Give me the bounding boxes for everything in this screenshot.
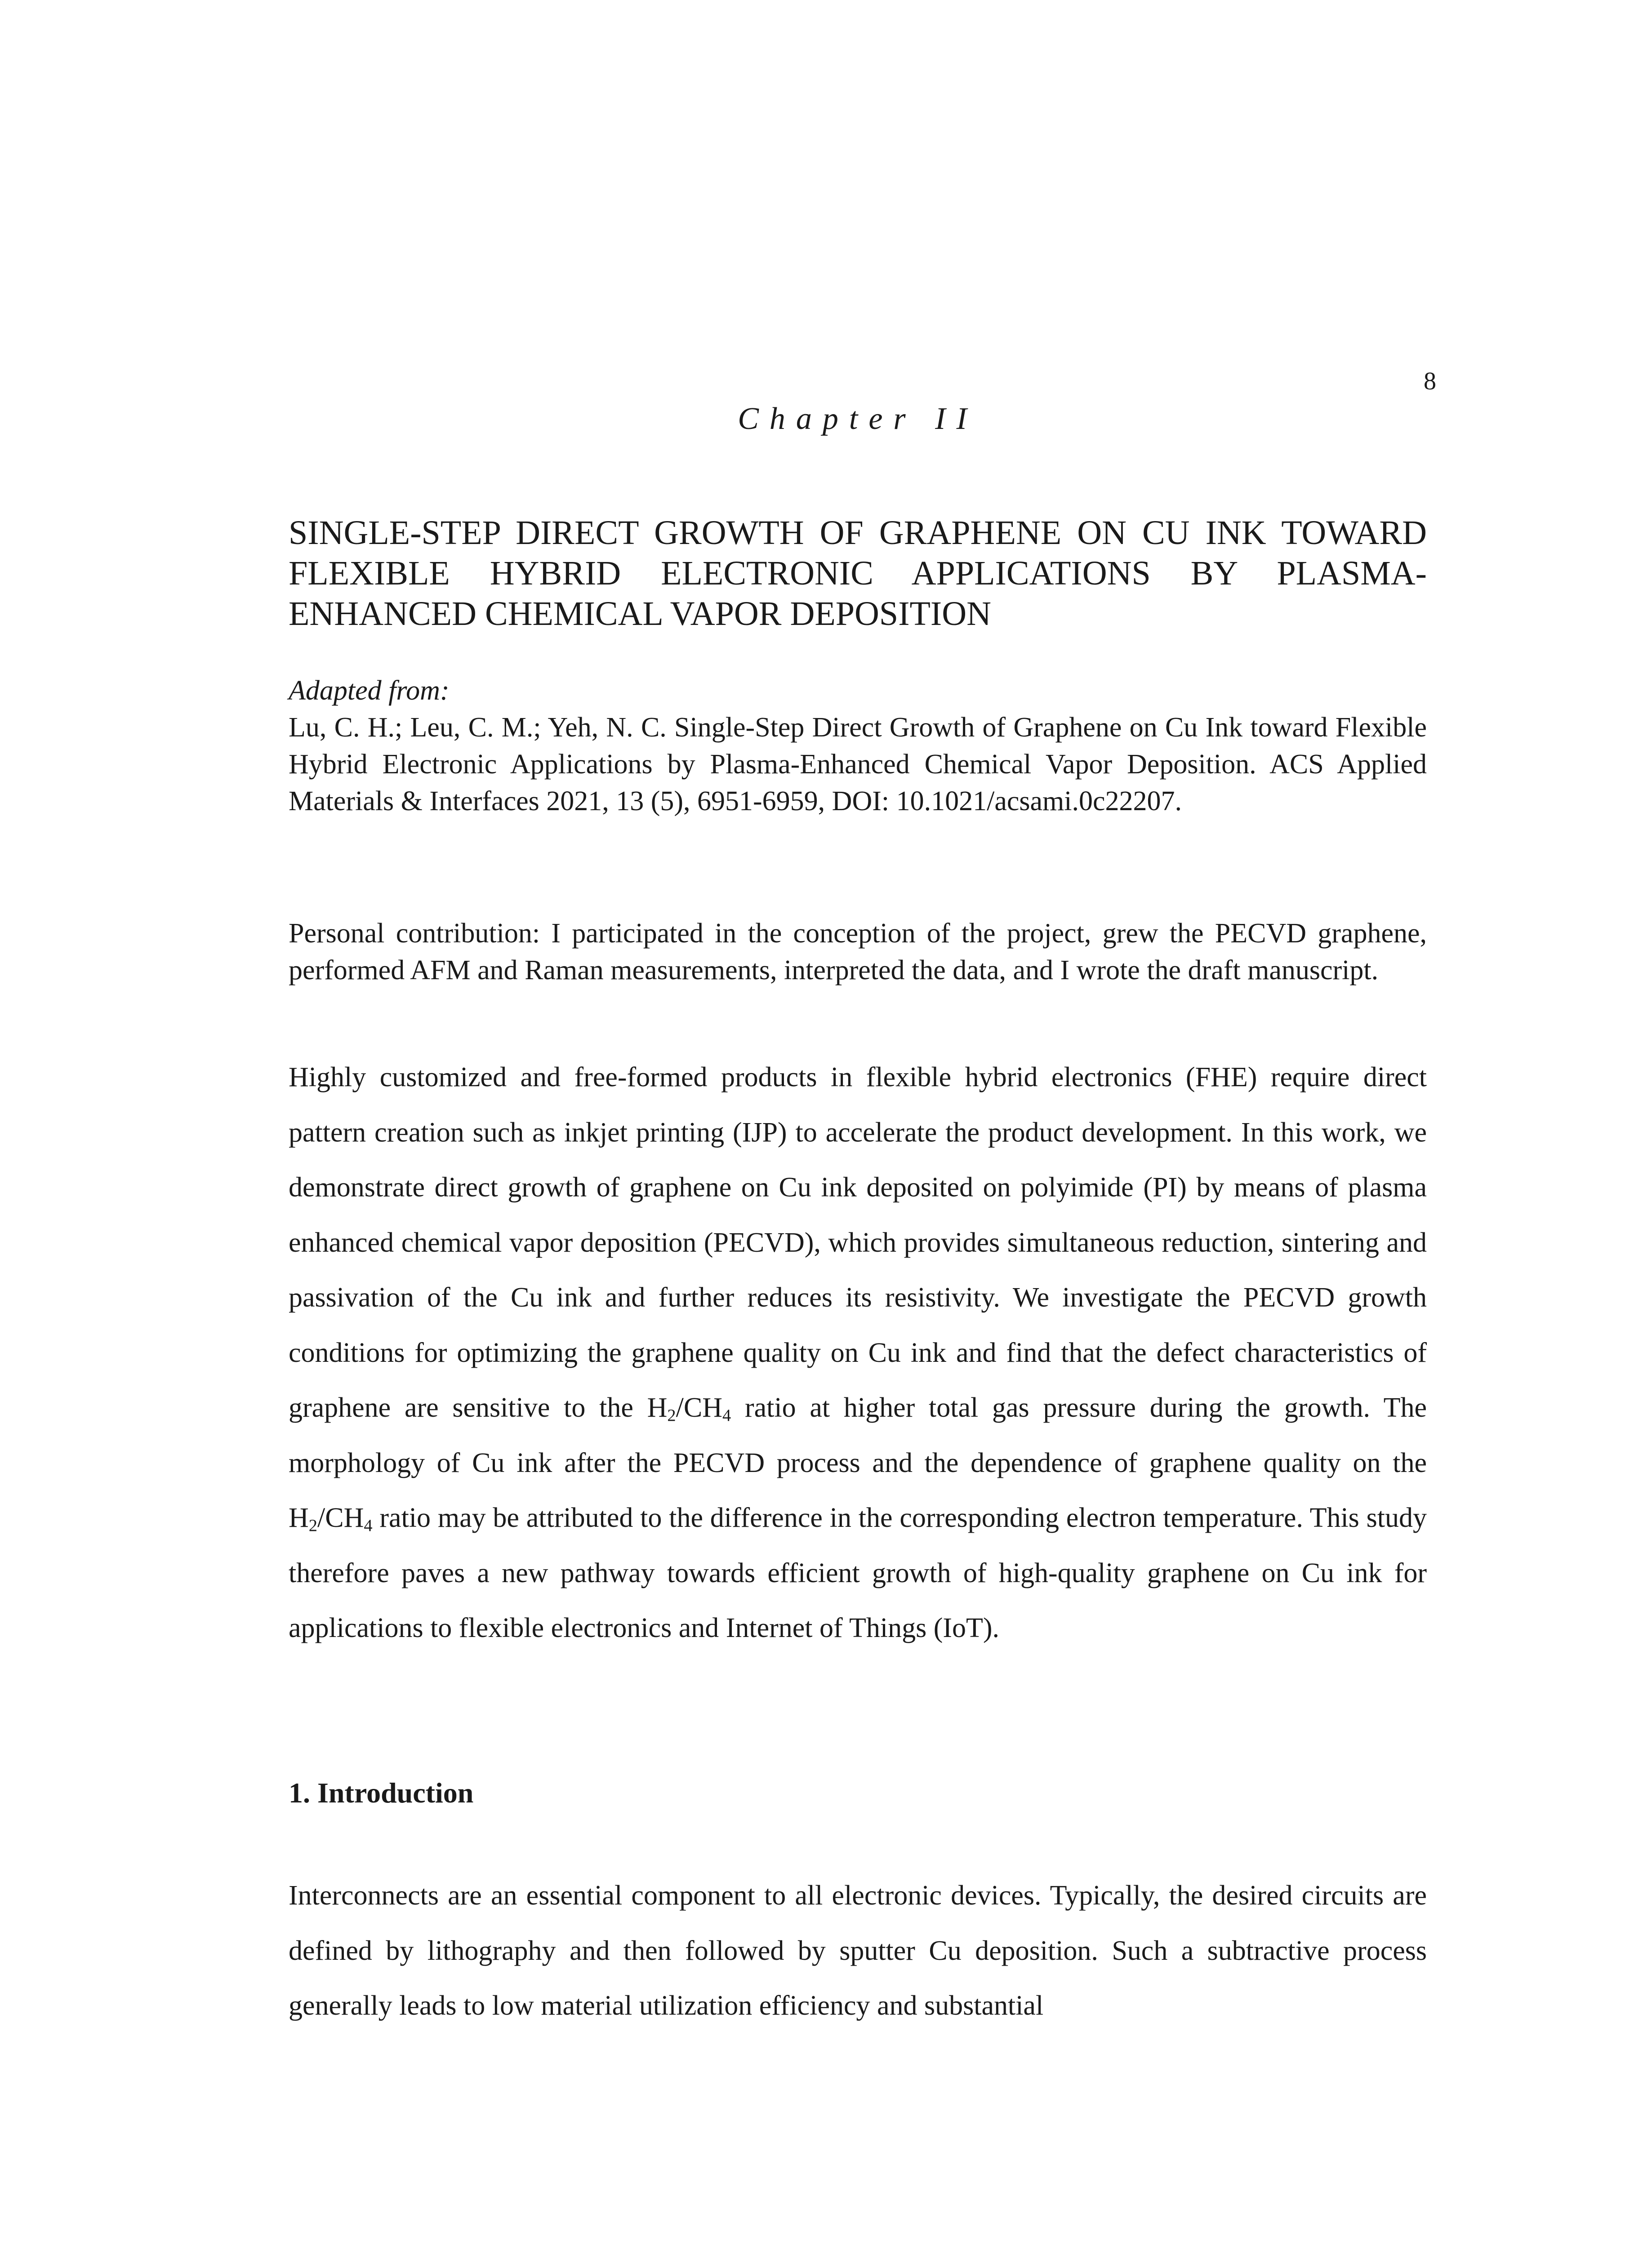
section-heading: 1. Introduction (289, 1777, 474, 1809)
abstract-text: Highly customized and free-formed products in flexible hybrid electronics (FHE) require direct pattern creation such as inkjet printing (IJP) to accelerate the product development. In this work, we demonstrate direct growth of graphene on Cu ink deposited on polyimide (PI) by means of plasma enhanced chemical vapor deposition (PECVD), which provides simultaneous reduction, sintering and passivation of the Cu ink and further reduces its resistivity. We investigate the PECVD growth conditions for optimizing the graphene quality on Cu ink and find that the defect characteristics of graphene are sensitive to the H (289, 1062, 1427, 1423)
subscript: 4 (722, 1406, 731, 1425)
citation: Lu, C. H.; Leu, C. M.; Yeh, N. C. Single-Step Direct Growth of Graphene on Cu Ink toward Flexible Hybrid Electronic Applications by Plasma-Enhanced Chemical Vapor Deposition. ACS Applied Materials & Interfaces 2021, 13 (5), 6951-6959, DOI: 10.1021/acsami.0c22207. (289, 712, 1427, 816)
chapter-heading: Chapter II (738, 401, 978, 436)
abstract-text: ratio may be attributed to the difference in the corresponding electron temperature. This study therefore paves a new pathway towards efficient growth of high-quality graphene on Cu ink for applications to flexible electronics and Internet of Things (IoT). (289, 1503, 1427, 1643)
introduction-paragraph: Interconnects are an essential component to all electronic devices. Typically, the desired circuits are defined by lithography and then followed by sputter Cu deposition. Such a subtractive process generally leads to low material utilization efficiency and substantial (289, 1880, 1427, 2021)
subscript: 2 (667, 1406, 676, 1425)
subscript: 4 (364, 1516, 373, 1535)
abstract-paragraph (289, 1050, 1427, 1656)
page-number: 8 (1424, 367, 1436, 395)
adapted-from-label: Adapted from: (289, 675, 450, 706)
abstract-text: /CH (317, 1503, 364, 1533)
personal-contribution: Personal contribution: I participated in the conception of the project, grew the PECVD graphene, performed AFM and Raman measurements, interpreted the data, and I wrote the draft manuscript. (289, 918, 1427, 986)
adapted-from-block (289, 672, 1427, 820)
abstract-text: /CH (676, 1392, 722, 1423)
chapter-title: SINGLE-STEP DIRECT GROWTH OF GRAPHENE ON CU INK TOWARD FLEXIBLE HYBRID ELECTRONIC APPLICATIONS BY PLASMA-ENHANCED CHEMICAL VAPOR DEPOSITION (289, 514, 1427, 633)
subscript: 2 (308, 1516, 317, 1535)
abstract-text: ratio at higher total gas pressure during the growth. The morphology of Cu ink after the PECVD process and the dependence of graphene quality on the H (289, 1392, 1427, 1533)
